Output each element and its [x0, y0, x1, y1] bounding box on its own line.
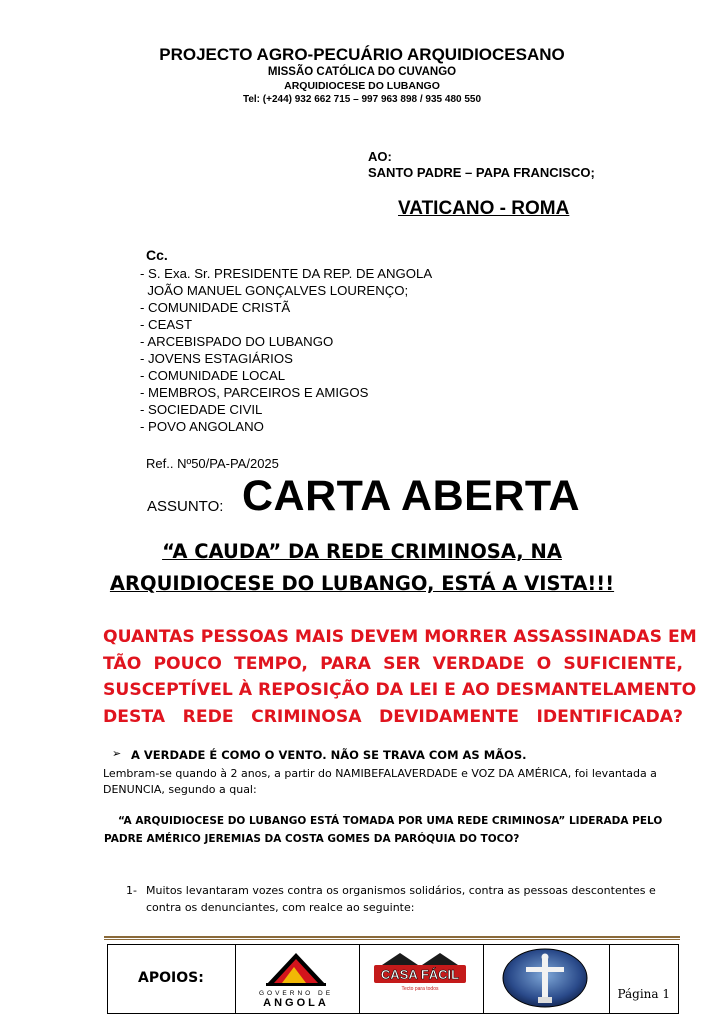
- phone-numbers: Tel: (+244) 932 662 715 – 997 963 898 / 935 480 550: [242, 94, 482, 105]
- sponsors-table: [107, 944, 679, 1014]
- headline-line-1: “A CAUDA” DA REDE CRIMINOSA, NA: [162, 540, 562, 563]
- casa-facil-tagline: Tecto para todos: [401, 986, 439, 992]
- apoios-cell: [108, 945, 236, 1013]
- project-title: PROJECTO AGRO-PECUÁRIO ARQUIDIOCESANO: [159, 45, 565, 64]
- page-number: Página 1: [617, 987, 670, 1001]
- subject-title: CARTA ABERTA: [242, 472, 581, 520]
- to-label: AO:: [368, 149, 392, 164]
- quote-line: “A ARQUIDIOCESE DO LUBANGO ESTÁ TOMADA POR UMA REDE CRIMINOSA” LIDERADA PELO: [118, 815, 663, 827]
- cc-title: Cc.: [146, 247, 168, 263]
- apoios-label: APOIOS:: [138, 970, 204, 986]
- red-question-line: DESTA REDE CRIMINOSA DEVIDAMENTE IDENTIFICADA?: [103, 706, 683, 727]
- paragraph-line: DENUNCIA, segundo a qual:: [103, 783, 257, 796]
- cc-line: - CEAST: [140, 317, 193, 332]
- archdiocese-name: ARQUIDIOCESE DO LUBANGO: [284, 80, 440, 92]
- item-line: contra os denunciantes, com realce ao seguinte:: [146, 901, 415, 914]
- logo-angola-text: ANGOLA: [263, 997, 329, 1009]
- arrow-bullet-icon: ➢: [112, 747, 122, 760]
- footer-divider: [104, 939, 680, 940]
- cristo-rei-logo-cell: [484, 945, 610, 1013]
- cc-line: - SOCIEDADE CIVIL: [140, 402, 263, 417]
- cc-line: - COMUNIDADE LOCAL: [140, 368, 286, 383]
- casa-facil-text: CASA FÁCIL: [380, 967, 460, 982]
- reference-number: Ref.. Nº50/PA-PA/2025: [146, 456, 279, 471]
- red-question-line: QUANTAS PESSOAS MAIS DEVEM MORRER ASSASSINADAS EM: [103, 627, 697, 647]
- bullet-heading: A VERDADE É COMO O VENTO. NÃO SE TRAVA COM AS MÃOS.: [131, 748, 527, 762]
- headline-line-2: ARQUIDIOCESE DO LUBANGO, ESTÁ A VISTA!!!: [109, 572, 615, 595]
- governo-angola-logo-cell: [236, 945, 360, 1013]
- governo-angola-logo: [236, 945, 356, 1011]
- item-number: 1-: [126, 884, 137, 897]
- subject-label: ASSUNTO:: [147, 498, 224, 515]
- logo-governo-text: GOVERNO DE: [258, 990, 334, 997]
- cc-line: - MEMBROS, PARCEIROS E AMIGOS: [140, 385, 369, 400]
- to-recipient: SANTO PADRE – PAPA FRANCISCO;: [368, 165, 595, 180]
- cc-line: JOÃO MANUEL GONÇALVES LOURENÇO;: [140, 283, 409, 298]
- footer-divider: [104, 936, 680, 938]
- item-line: Muitos levantaram vozes contra os organismos solidários, contra as pessoas descontentes e: [146, 884, 656, 897]
- casa-facil-logo: [360, 945, 480, 1011]
- cristo-rei-statue-icon: [484, 945, 606, 1011]
- red-question-line: SUSCEPTÍVEL À REPOSIÇÃO DA LEI E AO DESMANTELAMENTO: [103, 680, 697, 700]
- mission-name: MISSÃO CATÓLICA DO CUVANGO: [267, 66, 457, 78]
- casa-facil-logo-cell: [360, 945, 484, 1013]
- cc-line: - S. Exa. Sr. PRESIDENTE DA REP. DE ANGOLA: [140, 266, 433, 281]
- paragraph-line: Lembram-se quando à 2 anos, a partir do NAMIBEFALAVERDADE e VOZ DA AMÉRICA, foi levantada a: [103, 767, 657, 780]
- recipient-place: VATICANO - ROMA: [398, 198, 570, 219]
- red-question-line: TÃO POUCO TEMPO, PARA SER VERDADE O SUFICIENTE,: [103, 653, 683, 674]
- cc-line: - COMUNIDADE CRISTÃ: [140, 300, 291, 315]
- quote-line: PADRE AMÉRICO JEREMIAS DA COSTA GOMES DA PARÓQUIA DO TOCO?: [104, 833, 520, 845]
- cc-line: - ARCEBISPADO DO LUBANGO: [140, 334, 334, 349]
- cc-line: - POVO ANGOLANO: [140, 419, 264, 434]
- cc-line: - JOVENS ESTAGIÁRIOS: [140, 351, 293, 366]
- red-question: [103, 624, 697, 730]
